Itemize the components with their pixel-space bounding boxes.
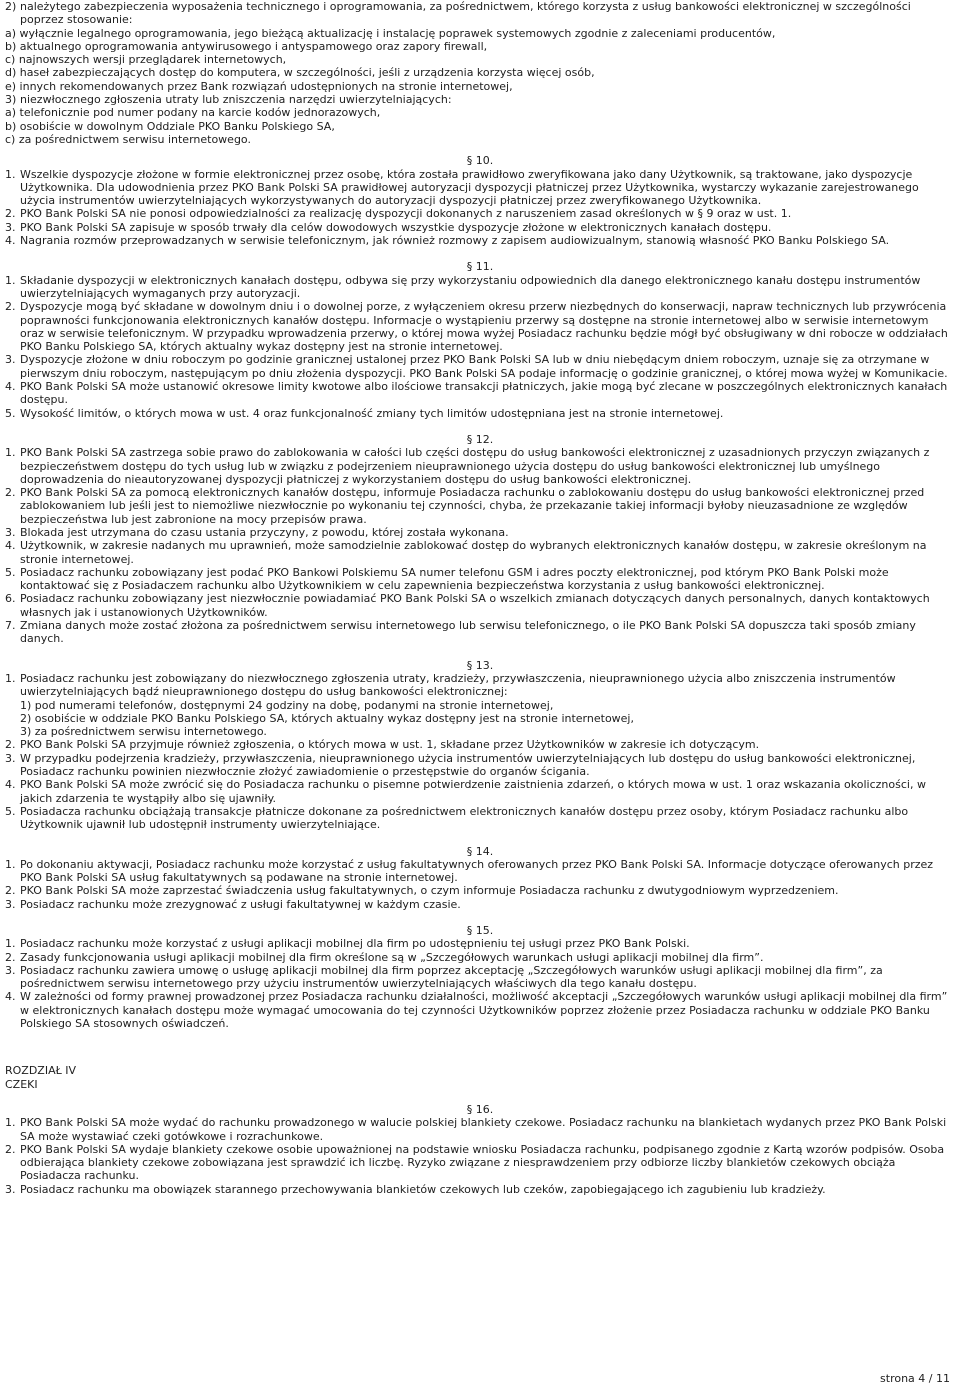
list-text: PKO Bank Polski SA za pomocą elektronicznych kanałów dostępu, informuje Posiadacza rachunku o zablokowaniu dostępu do usług bankowości elektronicznej przed zablokowaniem lub jeśli jest to niemożliwe niezwłocznie po wykonaniu tej czynności, chyba, że przekazanie takiej informacji byłoby nieuzasadnione ze względów bezpieczeństwa lub jest zabronione na mocy przepisów prawa.	[20, 486, 925, 526]
list-text: PKO Bank Polski SA może zaprzestać świadczenia usług fakultatywnych, o czym informuje Posiadacza rachunku z dwutygodniowym wyprzedzeniem.	[20, 884, 839, 898]
list-text: Dyspozycje mogą być składane w dowolnym dniu i o dowolnej porze, z wyłączeniem okresu przerw niezbędnych do konserwacji, napraw technicznych lub przywrócenia poprawności funkcjonowania elektronicznych kanałów dostępu. Informacje o wystąpieniu przerwy są dostępne na stronie internetowej albo w serwisie internetowym oraz w serwisie telefonicznym. W przypadku wprowadzenia przerwy, o której mowa wyżej Posiadacz rachunku będzie mógł być obsługiwany w dni robocze w oddziałach PKO Banku Polskiego SA, których aktualny wykaz dostępny jest na stronie internetowej.	[20, 300, 948, 354]
list-text: PKO Bank Polski SA zapisuje w sposób trwały dla celów dowodowych wszystkie dyspozycje złożone w elektronicznych kanałach dostępu.	[20, 220, 772, 234]
list-number: 1.	[5, 671, 16, 685]
list-number: 4.	[5, 990, 16, 1004]
chapter-number: ROZDZIAŁ IV	[5, 1064, 77, 1078]
list-number: 3.	[5, 963, 16, 977]
list-text: należytego zabezpieczenia wyposażenia technicznego i oprogramowania, za pośrednictwem, którego korzysta z usług bankowości elektronicznej w szczególności poprzez stosowanie:	[20, 0, 911, 27]
list-text: W zależności od formy prawnej prowadzonej przez Posiadacza rachunku działalności, możliwość akceptacji „Szczegółowych warunków usługi aplikacji mobilnej dla firm” w elektronicznych kanałach dostępu może wymagać umocowania do tej czynności Użytkowników poprzez złożenie przez Posiadacza rachunku w oddziale PKO Banku Polskiego SA stosownych oświadczeń.	[20, 990, 948, 1031]
list-text: Posiadacza rachunku obciążają transakcje płatnicze dokonane za pośrednictwem elektronicznych kanałów dostępu przez osoby, którym Posiadacz rachunku albo Użytkownik ujawnił lub udostępnił instrumenty uwierzytelniające.	[20, 804, 909, 832]
list-number: 2.	[5, 738, 16, 752]
list-number: 4.	[5, 380, 16, 394]
list-number: 3)	[5, 93, 17, 107]
sub-item: b) osobiście w dowolnym Oddziale PKO Banku Polskiego SA,	[5, 119, 335, 133]
list-text: Składanie dyspozycji w elektronicznych kanałach dostępu, odbywa się przy wykorzystaniu odpowiednich dla danego elektronicznego kanału dostępu instrumentów uwierzytelniających wymaganych przy autoryzacji.	[20, 273, 921, 300]
section-heading-13: § 13.	[466, 658, 494, 672]
sub-item: a) telefonicznie pod numer podany na karcie kodów jednorazowych,	[5, 106, 381, 120]
list-number: 4.	[5, 778, 16, 792]
list-text: Po dokonaniu aktywacji, Posiadacz rachunku może korzystać z usług fakultatywnych oferowanych przez PKO Bank Polski SA. Informacje dotyczące oferowanych przez PKO Bank Polski SA usług fakultatywnych są podawane na stronie internetowej.	[20, 857, 934, 885]
list-text: PKO Bank Polski SA przyjmuje również zgłoszenia, o których mowa w ust. 1, składane przez Użytkowników w zakresie ich dotyczącym.	[20, 738, 760, 752]
list-item	[5, 168, 955, 208]
chapter-heading	[5, 1064, 955, 1091]
list-item	[5, 526, 955, 539]
list-number: 1.	[5, 167, 16, 181]
list-number: 1.	[5, 1116, 16, 1130]
list-text: Zmiana danych może zostać złożona za pośrednictwem serwisu internetowego lub serwisu telefonicznego, o ile PKO Bank Polski SA dopuszcza taki sposób zmiany danych.	[20, 619, 916, 646]
list-item	[5, 407, 955, 420]
list-number: 2.	[5, 486, 16, 500]
list-item	[5, 951, 955, 964]
sub-item: 2) osobiście w oddziale PKO Banku Polskiego SA, których aktualny wykaz dostępny jest na stronie internetowej,	[20, 711, 634, 725]
list-text: Zasady funkcjonowania usługi aplikacji mobilnej dla firm określone są w „Szczegółowych warunkach usługi aplikacji mobilnej dla firm”.	[20, 950, 764, 964]
list-number: 4.	[5, 234, 16, 248]
list-text: Blokada jest utrzymana do czasu ustania przyczyny, z powodu, której została wykonana.	[20, 525, 509, 539]
list-number: 2.	[5, 884, 16, 898]
list-item	[5, 778, 955, 805]
list-item	[5, 937, 955, 950]
list-number: 5.	[5, 804, 16, 818]
list-number: 2.	[5, 207, 16, 221]
intro-item-3	[5, 93, 955, 106]
section-heading-15: § 15.	[466, 924, 494, 937]
list-text: PKO Bank Polski SA może wydać do rachunku prowadzonego w walucie polskiej blankiety czekowe. Posiadacz rachunku na blankietach wydanych przez PKO Bank Polski SA może wystawiać czeki gotówkowe i rozrachunkowe.	[20, 1116, 947, 1143]
sub-item: b) aktualnego oprogramowania antywirusowego i antyspamowego oraz zapory firewall,	[5, 39, 488, 53]
list-item	[5, 898, 955, 911]
page-number: strona 4 / 11	[880, 1372, 950, 1385]
list-item	[5, 1143, 955, 1183]
list-text: Wszelkie dyspozycje złożone w formie elektronicznej przez osobę, która została prawidłowo zweryfikowana jako dany Użytkownik, są traktowane, jako dyspozycje Użytkownika. Dla udowodnienia przez PKO Bank Polski SA prawidłowej autoryzacji dyspozycji płatniczej przez Użytkownika, wystarczy wykazanie zarejestrowanego użycia instrumentów uwierzytelniających wykorzystywanych do autoryzacji dyspozycji płatniczej przez zweryfikowanego Użytkownika.	[20, 167, 919, 208]
list-item	[5, 1116, 955, 1143]
section-heading-11: § 11.	[466, 260, 494, 274]
list-item	[5, 884, 955, 897]
list-text-block	[20, 672, 955, 738]
sub-item: e) innych rekomendowanych przez Bank rozwiązań udostępnionych na stronie internetowej,	[5, 79, 513, 93]
list-text: PKO Bank Polski SA może ustanowić okresowe limity kwotowe albo ilościowe transakcji płatniczych, jakie mogą być zlecane w poszczególnych elektronicznych kanałach dostępu.	[20, 380, 948, 407]
list-number: 2.	[5, 950, 16, 964]
list-item	[5, 990, 955, 1030]
list-text: Posiadacz rachunku zobowiązany jest podać PKO Bankowi Polskiemu SA numer telefonu GSM i adres poczty elektronicznej, pod którym PKO Bank Polski może kontaktować się z Posiadaczem rachunku albo Użytkownikiem w celu zapewnienia bezpieczeństwa korzystania z usług bankowości elektronicznej.	[20, 565, 889, 593]
list-item	[5, 592, 955, 619]
list-item	[5, 207, 955, 220]
list-number: 1.	[5, 937, 16, 951]
chapter-title: CZEKI	[5, 1077, 38, 1091]
section-heading-10: § 10.	[466, 154, 494, 168]
sub-item: 1) pod numerami telefonów, dostępnymi 24 godziny na dobę, podanymi na stronie internetowej,	[20, 698, 554, 712]
list-item	[5, 566, 955, 593]
list-item	[5, 858, 955, 885]
list-item	[5, 486, 955, 526]
list-item	[5, 1183, 955, 1196]
list-number: 3.	[5, 353, 16, 367]
list-number: 4.	[5, 539, 16, 553]
list-number: 3.	[5, 897, 16, 911]
list-number: 3.	[5, 1182, 16, 1196]
list-text: PKO Bank Polski SA zastrzega sobie prawo do zablokowania w całości lub części dostępu do usług bankowości elektronicznej z uzasadnionych przyczyn związanych z bezpieczeństwem dostępu do tych usług lub w związku z podejrzeniem nieuprawnionego użycia dostępu do usług bankowości elektronicznej lub umyślnego doprowadzenia do nieautoryzowanej dyspozycji płatniczej z wykorzystaniem dostępu do usług bankowości elektronicznej.	[20, 446, 930, 486]
document-page	[5, 0, 955, 1196]
list-item	[5, 221, 955, 234]
list-number: 1.	[5, 857, 16, 871]
section-heading-16: § 16.	[466, 1102, 494, 1116]
list-number: 7.	[5, 619, 16, 633]
list-item	[5, 805, 955, 832]
list-number: 1.	[5, 273, 16, 287]
list-text: PKO Bank Polski SA nie ponosi odpowiedzialności za realizację dyspozycji dokonanych z naruszeniem zasad określonych w § 9 oraz w ust. 1.	[20, 207, 792, 221]
list-item	[5, 234, 955, 247]
list-number: 2.	[5, 1142, 16, 1156]
list-number: 3.	[5, 220, 16, 234]
list-number: 2.	[5, 300, 16, 314]
list-item	[5, 274, 955, 301]
list-text: Dyspozycje złożone w dniu roboczym po godzinie granicznej ustalonej przez PKO Bank Polski SA lub w dniu niebędącym dniem roboczym, uznaje się za otrzymane w pierwszym dniu roboczym, następującym po dniu złożenia dyspozycji. PKO Bank Polski SA podaje informację o godzinie granicznej, o której mowa wyżej w Komunikacie.	[20, 353, 948, 380]
list-item	[5, 539, 955, 566]
list-item	[5, 672, 955, 738]
section-heading-14: § 14.	[466, 844, 494, 858]
list-text: Posiadacz rachunku ma obowiązek starannego przechowywania blankietów czekowych lub czeków, zapobiegającego ich zagubieniu lub kradzieży.	[20, 1182, 826, 1196]
list-text: Użytkownik, w zakresie nadanych mu uprawnień, może samodzielnie zablokować dostęp do wybranych elektronicznych kanałów dostępu, w zakresie określonym na stronie internetowej.	[20, 539, 927, 566]
list-text: Posiadacz rachunku jest zobowiązany do niezwłocznego zgłoszenia utraty, kradzieży, przywłaszczenia, nieuprawnionego użycia albo zniszczenia instrumentów uwierzytelniających bądź nieuprawnionego dostępu do usług bankowości elektronicznej:	[20, 671, 896, 699]
list-number: 2)	[5, 0, 17, 13]
list-text: Nagrania rozmów przeprowadzanych w serwisie telefonicznym, jak również rozmowy z zapisem audiowizualnym, stanowią własność PKO Banku Polskiego SA.	[20, 234, 890, 248]
list-item	[5, 353, 955, 380]
list-text: W przypadku podejrzenia kradzieży, przywłaszczenia, nieuprawnionego użycia instrumentów uwierzytelniających lub dostępu do usług bankowości elektronicznej, Posiadacz rachunku powinien niezwłocznie złożyć zawiadomienie o przestępstwie do organów ścigania.	[20, 751, 916, 779]
list-text: niezwłocznego zgłoszenia utraty lub zniszczenia narzędzi uwierzytelniających:	[20, 93, 452, 107]
list-text: Wysokość limitów, o których mowa w ust. 4 oraz funkcjonalność zmiany tych limitów udostępniana jest na stronie internetowej.	[20, 406, 724, 420]
list-item	[5, 380, 955, 407]
list-number: 3.	[5, 751, 16, 765]
list-text: PKO Bank Polski SA może zwrócić się do Posiadacza rachunku o pisemne potwierdzenie zaistnienia zdarzeń, o których mowa w ust. 1 oraz wskazania okoliczności, w jakich zdarzenia te wystąpiły albo się ujawniły.	[20, 778, 926, 805]
sub-item: d) haseł zabezpieczających dostęp do komputera, w szczególności, jeśli z urządzenia korzysta więcej osób,	[5, 66, 595, 80]
list-item	[5, 619, 955, 646]
list-number: 6.	[5, 592, 16, 606]
list-item	[5, 964, 955, 991]
list-text: Posiadacz rachunku zobowiązany jest niezwłocznie powiadamiać PKO Bank Polski SA o wszelkich zmianach dotyczących danych personalnych, danych kontaktowych własnych jak i ustanowionych Użytkowników.	[20, 592, 930, 619]
list-text: Posiadacz rachunku może korzystać z usługi aplikacji mobilnej dla firm po udostępnieniu tej usługi przez PKO Bank Polski.	[20, 937, 690, 951]
list-text: PKO Bank Polski SA wydaje blankiety czekowe osobie upoważnionej na podstawie wniosku Posiadacza rachunku, podpisanego zgodnie z Kartą wzorów podpisów. Osoba odbierająca blankiety czekowe zobowiązana jest sprawdzić ich liczbę. Ryzyko związane z niesprawdzeniem przy odbiorze liczby blankietów czekowych obciąża Posiadacza rachunku.	[20, 1142, 945, 1183]
sub-item: a) wyłącznie legalnego oprogramowania, jego bieżącą aktualizację i instalację poprawek systemowych zgodnie z zaleceniami producentów,	[5, 26, 776, 40]
intro-item-2	[5, 0, 955, 27]
section-heading-12: § 12.	[466, 432, 494, 446]
list-number: 5.	[5, 406, 16, 420]
list-number: 1.	[5, 446, 16, 460]
list-text: Posiadacz rachunku może zrezygnować z usługi fakultatywnej w każdym czasie.	[20, 897, 461, 911]
list-item	[5, 738, 955, 751]
list-item	[5, 752, 955, 779]
list-text: Posiadacz rachunku zawiera umowę o usługę aplikacji mobilnej dla firm poprzez akceptację „Szczegółowych warunków usługi aplikacji mobilnej dla firm”, za pośrednictwem serwisu internetowego przy użyciu instrumentów uwierzytelniających właściwych dla tego kanału dostępu.	[20, 963, 883, 991]
list-item	[5, 446, 955, 486]
sub-item: 3) za pośrednictwem serwisu internetowego.	[20, 725, 267, 739]
list-number: 5.	[5, 565, 16, 579]
list-item	[5, 300, 955, 353]
sub-item: c) za pośrednictwem serwisu internetowego.	[5, 132, 251, 146]
sub-item: c) najnowszych wersji przeglądarek internetowych,	[5, 53, 287, 67]
list-number: 3.	[5, 525, 16, 539]
